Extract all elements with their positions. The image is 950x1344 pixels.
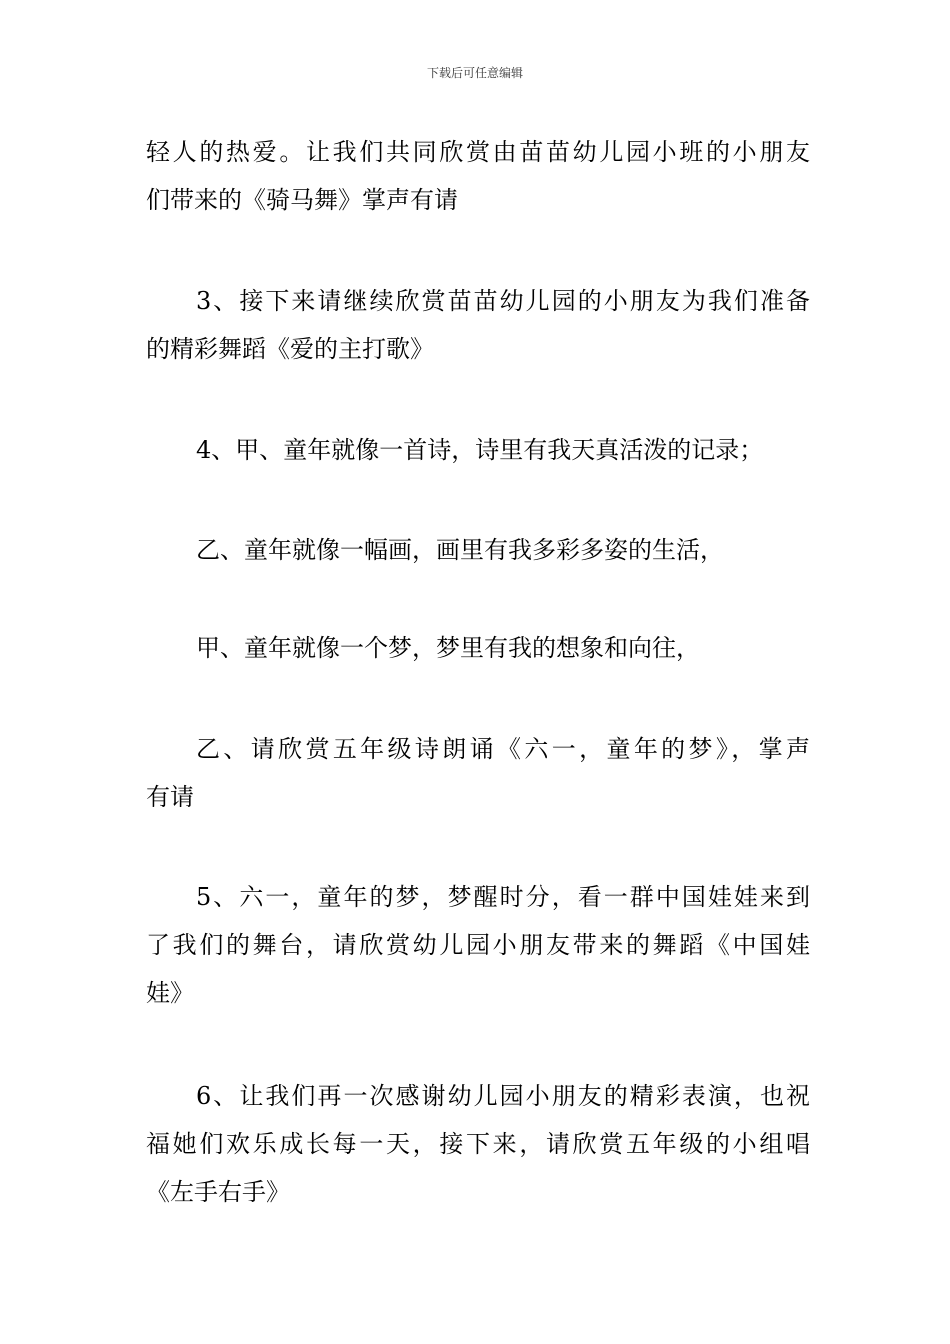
- paragraph-item-4: [146, 426, 810, 474]
- paragraph-dialogue-b-1: [146, 526, 810, 574]
- text-line: 甲、童年就像一个梦，梦里有我的想象和向往，: [196, 634, 700, 662]
- paragraph-dialogue-b-2: [146, 725, 810, 821]
- text-line: 的精彩舞蹈《爱的主打歌》: [146, 335, 434, 363]
- text-line: 4、甲、童年就像一首诗，诗里有我天真活泼的记录；: [196, 436, 764, 464]
- paragraph-item-3: [146, 277, 810, 373]
- paragraph-item-5: [146, 873, 810, 1017]
- text-line: 轻人的热爱。让我们共同欣赏由苗苗幼儿园小班的小朋友: [146, 138, 810, 166]
- text-line: 6、让我们再一次感谢幼儿园小朋友的精彩表演，也祝: [196, 1082, 810, 1110]
- text-line: 乙、请欣赏五年级诗朗诵《六一，童年的梦》，掌声: [196, 735, 810, 763]
- text-line: 了我们的舞台，请欣赏幼儿园小朋友带来的舞蹈《中国娃: [146, 931, 810, 959]
- text-line: 福她们欢乐成长每一天，接下来，请欣赏五年级的小组唱: [146, 1130, 810, 1158]
- text-line: 3、接下来请继续欣赏苗苗幼儿园的小朋友为我们准备: [196, 287, 810, 315]
- text-line: 们带来的《骑马舞》掌声有请: [146, 186, 458, 214]
- paragraph-continuation: [146, 128, 810, 224]
- text-line: 乙、童年就像一幅画，画里有我多彩多姿的生活，: [196, 536, 724, 564]
- paragraph-dialogue-a-2: [146, 624, 810, 672]
- text-line: 有请: [146, 783, 194, 811]
- paragraph-item-6: [146, 1072, 810, 1216]
- text-line: 5、六一，童年的梦，梦醒时分，看一群中国娃娃来到: [196, 883, 810, 911]
- text-line: 《左手右手》: [146, 1178, 290, 1206]
- text-line: 娃》: [146, 979, 194, 1007]
- page-header: 下载后可任意编辑: [426, 66, 523, 80]
